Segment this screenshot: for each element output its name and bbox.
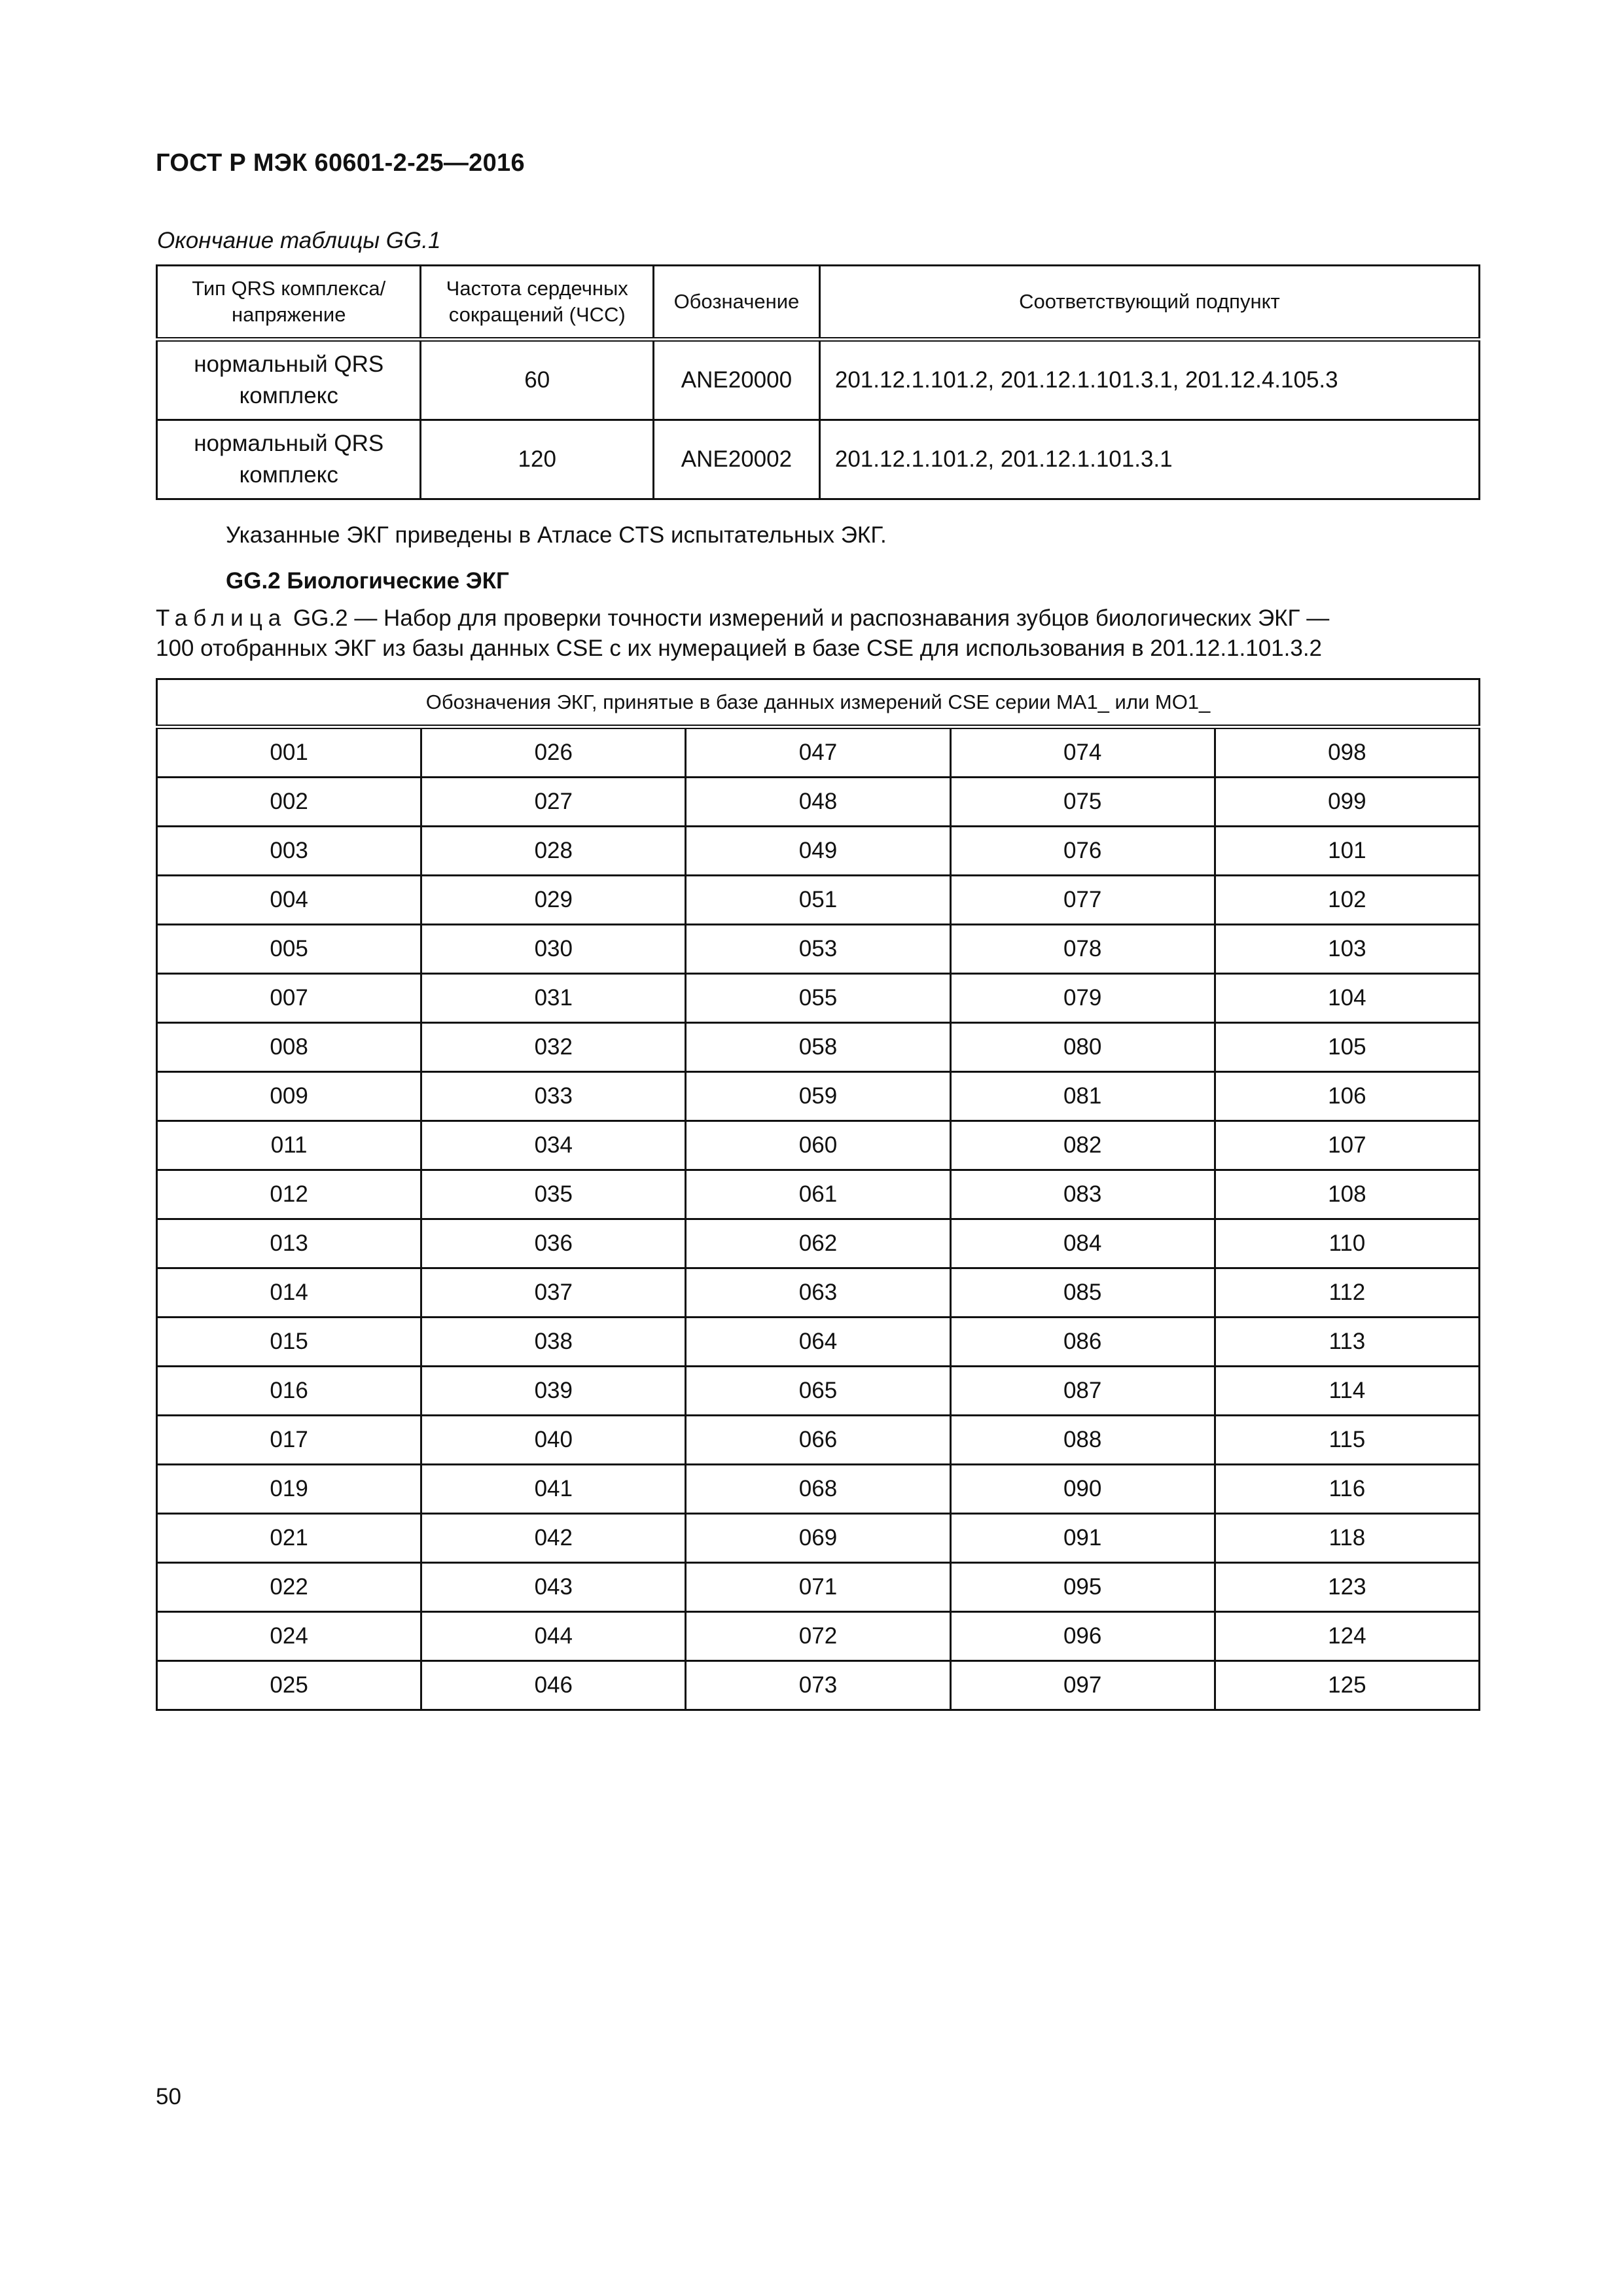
ecg-id-cell: 024 xyxy=(157,1612,421,1661)
table1-header-cell: Частота сердечных сокращений (ЧСС) xyxy=(421,266,654,340)
table2-header-cell: Обозначения ЭКГ, принятые в базе данных измерений CSE серии MA1_ или MO1_ xyxy=(157,679,1480,727)
ecg-id-cell: 083 xyxy=(950,1170,1215,1219)
ecg-id-cell: 019 xyxy=(157,1465,421,1514)
table1-header-cell: Соответствующий подпункт xyxy=(819,266,1479,340)
table-row xyxy=(157,420,1480,499)
ecg-id-cell: 047 xyxy=(686,727,950,778)
ecg-id-cell: 076 xyxy=(950,827,1215,876)
table-row xyxy=(157,1514,1480,1563)
ecg-id-cell: 086 xyxy=(950,1318,1215,1367)
ecg-id-cell: 031 xyxy=(421,974,686,1023)
ecg-id-cell: 107 xyxy=(1215,1121,1479,1170)
ecg-id-cell: 088 xyxy=(950,1416,1215,1465)
table-row xyxy=(157,1661,1480,1710)
ecg-id-cell: 081 xyxy=(950,1072,1215,1121)
ecg-id-cell: 013 xyxy=(157,1219,421,1268)
ecg-id-cell: 015 xyxy=(157,1318,421,1367)
table-row xyxy=(157,1612,1480,1661)
ecg-id-cell: 026 xyxy=(421,727,686,778)
table-row xyxy=(157,340,1480,420)
heart-rate-cell: 60 xyxy=(421,340,654,420)
ecg-id-cell: 038 xyxy=(421,1318,686,1367)
table2-caption-line2: 100 отобранных ЭКГ из базы данных CSE с их нумерацией в базе CSE для использования в 201.12.1.101.3.2 xyxy=(156,636,1323,661)
ecg-id-cell: 014 xyxy=(157,1268,421,1318)
ecg-id-cell: 110 xyxy=(1215,1219,1479,1268)
ecg-id-cell: 032 xyxy=(421,1023,686,1072)
ecg-id-cell: 098 xyxy=(1215,727,1479,778)
ecg-id-cell: 082 xyxy=(950,1121,1215,1170)
table-row xyxy=(157,876,1480,925)
ecg-id-cell: 030 xyxy=(421,925,686,974)
table-gg1 xyxy=(156,264,1480,500)
ecg-id-cell: 073 xyxy=(686,1661,950,1710)
ecg-id-cell: 096 xyxy=(950,1612,1215,1661)
ecg-id-cell: 066 xyxy=(686,1416,950,1465)
ecg-id-cell: 064 xyxy=(686,1318,950,1367)
ecg-id-cell: 001 xyxy=(157,727,421,778)
ecg-id-cell: 085 xyxy=(950,1268,1215,1318)
table-row xyxy=(157,1318,1480,1367)
ecg-id-cell: 041 xyxy=(421,1465,686,1514)
ecg-id-cell: 065 xyxy=(686,1367,950,1416)
ecg-id-cell: 123 xyxy=(1215,1563,1479,1612)
ecg-id-cell: 003 xyxy=(157,827,421,876)
ecg-id-cell: 104 xyxy=(1215,974,1479,1023)
table1-header-row xyxy=(157,266,1480,340)
ecg-id-cell: 044 xyxy=(421,1612,686,1661)
ecg-id-cell: 084 xyxy=(950,1219,1215,1268)
table-gg2 xyxy=(156,678,1480,1711)
ecg-id-cell: 116 xyxy=(1215,1465,1479,1514)
table-row xyxy=(157,974,1480,1023)
subclause-cell: 201.12.1.101.2, 201.12.1.101.3.1 xyxy=(819,420,1479,499)
table2-caption xyxy=(156,603,1480,664)
page-number: 50 xyxy=(156,2084,181,2109)
ecg-id-cell: 115 xyxy=(1215,1416,1479,1465)
ecg-id-cell: 022 xyxy=(157,1563,421,1612)
ecg-id-cell: 105 xyxy=(1215,1023,1479,1072)
table-row xyxy=(157,1170,1480,1219)
ecg-id-cell: 043 xyxy=(421,1563,686,1612)
ecg-id-cell: 049 xyxy=(686,827,950,876)
ecg-id-cell: 077 xyxy=(950,876,1215,925)
ecg-id-cell: 072 xyxy=(686,1612,950,1661)
designation-cell: ANE20000 xyxy=(654,340,820,420)
ecg-id-cell: 035 xyxy=(421,1170,686,1219)
table-row xyxy=(157,1072,1480,1121)
ecg-id-cell: 021 xyxy=(157,1514,421,1563)
ecg-id-cell: 087 xyxy=(950,1367,1215,1416)
ecg-id-cell: 097 xyxy=(950,1661,1215,1710)
ecg-id-cell: 060 xyxy=(686,1121,950,1170)
ecg-id-cell: 046 xyxy=(421,1661,686,1710)
ecg-id-cell: 114 xyxy=(1215,1367,1479,1416)
ecg-id-cell: 062 xyxy=(686,1219,950,1268)
ecg-id-cell: 112 xyxy=(1215,1268,1479,1318)
ecg-id-cell: 068 xyxy=(686,1465,950,1514)
ecg-id-cell: 106 xyxy=(1215,1072,1479,1121)
ecg-id-cell: 125 xyxy=(1215,1661,1479,1710)
ecg-id-cell: 004 xyxy=(157,876,421,925)
subclause-cell: 201.12.1.101.2, 201.12.1.101.3.1, 201.12.4.105.3 xyxy=(819,340,1479,420)
table1-continuation-caption: Окончание таблицы GG.1 xyxy=(157,228,441,253)
ecg-id-cell: 039 xyxy=(421,1367,686,1416)
table-row xyxy=(157,827,1480,876)
ecg-id-cell: 012 xyxy=(157,1170,421,1219)
ecg-id-cell: 029 xyxy=(421,876,686,925)
ecg-id-cell: 090 xyxy=(950,1465,1215,1514)
ecg-id-cell: 071 xyxy=(686,1563,950,1612)
ecg-id-cell: 069 xyxy=(686,1514,950,1563)
table1-header-cell: Тип QRS комплекса/ напряжение xyxy=(157,266,421,340)
table1-header-cell: Обозначение xyxy=(654,266,820,340)
table-row xyxy=(157,1563,1480,1612)
ecg-id-cell: 095 xyxy=(950,1563,1215,1612)
ecg-id-cell: 037 xyxy=(421,1268,686,1318)
qrs-type-cell: нормальный QRS комплекс xyxy=(157,340,421,420)
ecg-id-cell: 079 xyxy=(950,974,1215,1023)
designation-cell: ANE20002 xyxy=(654,420,820,499)
ecg-id-cell: 108 xyxy=(1215,1170,1479,1219)
ecg-id-cell: 042 xyxy=(421,1514,686,1563)
ecg-id-cell: 017 xyxy=(157,1416,421,1465)
ecg-id-cell: 101 xyxy=(1215,827,1479,876)
table-row xyxy=(157,1465,1480,1514)
ecg-id-cell: 059 xyxy=(686,1072,950,1121)
section-title: GG.2 Биологические ЭКГ xyxy=(226,568,509,594)
ecg-id-cell: 102 xyxy=(1215,876,1479,925)
ecg-id-cell: 002 xyxy=(157,778,421,827)
table2-header-row xyxy=(157,679,1480,727)
table-row xyxy=(157,727,1480,778)
ecg-id-cell: 051 xyxy=(686,876,950,925)
table2-body xyxy=(157,727,1480,1710)
ecg-id-cell: 034 xyxy=(421,1121,686,1170)
ecg-id-cell: 078 xyxy=(950,925,1215,974)
table2-caption-line1: GG.2 — Набор для проверки точности измерений и распознавания зубцов биологических ЭКГ — xyxy=(287,605,1330,631)
ecg-id-cell: 005 xyxy=(157,925,421,974)
note-text: Указанные ЭКГ приведены в Атласе CTS испытательных ЭКГ. xyxy=(226,522,887,548)
ecg-id-cell: 055 xyxy=(686,974,950,1023)
ecg-id-cell: 025 xyxy=(157,1661,421,1710)
ecg-id-cell: 118 xyxy=(1215,1514,1479,1563)
ecg-id-cell: 058 xyxy=(686,1023,950,1072)
ecg-id-cell: 053 xyxy=(686,925,950,974)
document-header: ГОСТ Р МЭК 60601-2-25—2016 xyxy=(156,149,525,177)
heart-rate-cell: 120 xyxy=(421,420,654,499)
ecg-id-cell: 009 xyxy=(157,1072,421,1121)
ecg-id-cell: 061 xyxy=(686,1170,950,1219)
table2-caption-label: Таблица xyxy=(156,605,287,631)
table-row xyxy=(157,1023,1480,1072)
ecg-id-cell: 074 xyxy=(950,727,1215,778)
table-row xyxy=(157,1416,1480,1465)
ecg-id-cell: 080 xyxy=(950,1023,1215,1072)
ecg-id-cell: 103 xyxy=(1215,925,1479,974)
ecg-id-cell: 033 xyxy=(421,1072,686,1121)
ecg-id-cell: 008 xyxy=(157,1023,421,1072)
ecg-id-cell: 028 xyxy=(421,827,686,876)
table-row xyxy=(157,1268,1480,1318)
ecg-id-cell: 063 xyxy=(686,1268,950,1318)
ecg-id-cell: 091 xyxy=(950,1514,1215,1563)
ecg-id-cell: 027 xyxy=(421,778,686,827)
ecg-id-cell: 007 xyxy=(157,974,421,1023)
ecg-id-cell: 099 xyxy=(1215,778,1479,827)
ecg-id-cell: 036 xyxy=(421,1219,686,1268)
table-row xyxy=(157,1367,1480,1416)
ecg-id-cell: 048 xyxy=(686,778,950,827)
table-row xyxy=(157,1219,1480,1268)
ecg-id-cell: 011 xyxy=(157,1121,421,1170)
ecg-id-cell: 016 xyxy=(157,1367,421,1416)
table-row xyxy=(157,925,1480,974)
table-row xyxy=(157,778,1480,827)
ecg-id-cell: 040 xyxy=(421,1416,686,1465)
ecg-id-cell: 113 xyxy=(1215,1318,1479,1367)
qrs-type-cell: нормальный QRS комплекс xyxy=(157,420,421,499)
table-row xyxy=(157,1121,1480,1170)
ecg-id-cell: 075 xyxy=(950,778,1215,827)
ecg-id-cell: 124 xyxy=(1215,1612,1479,1661)
